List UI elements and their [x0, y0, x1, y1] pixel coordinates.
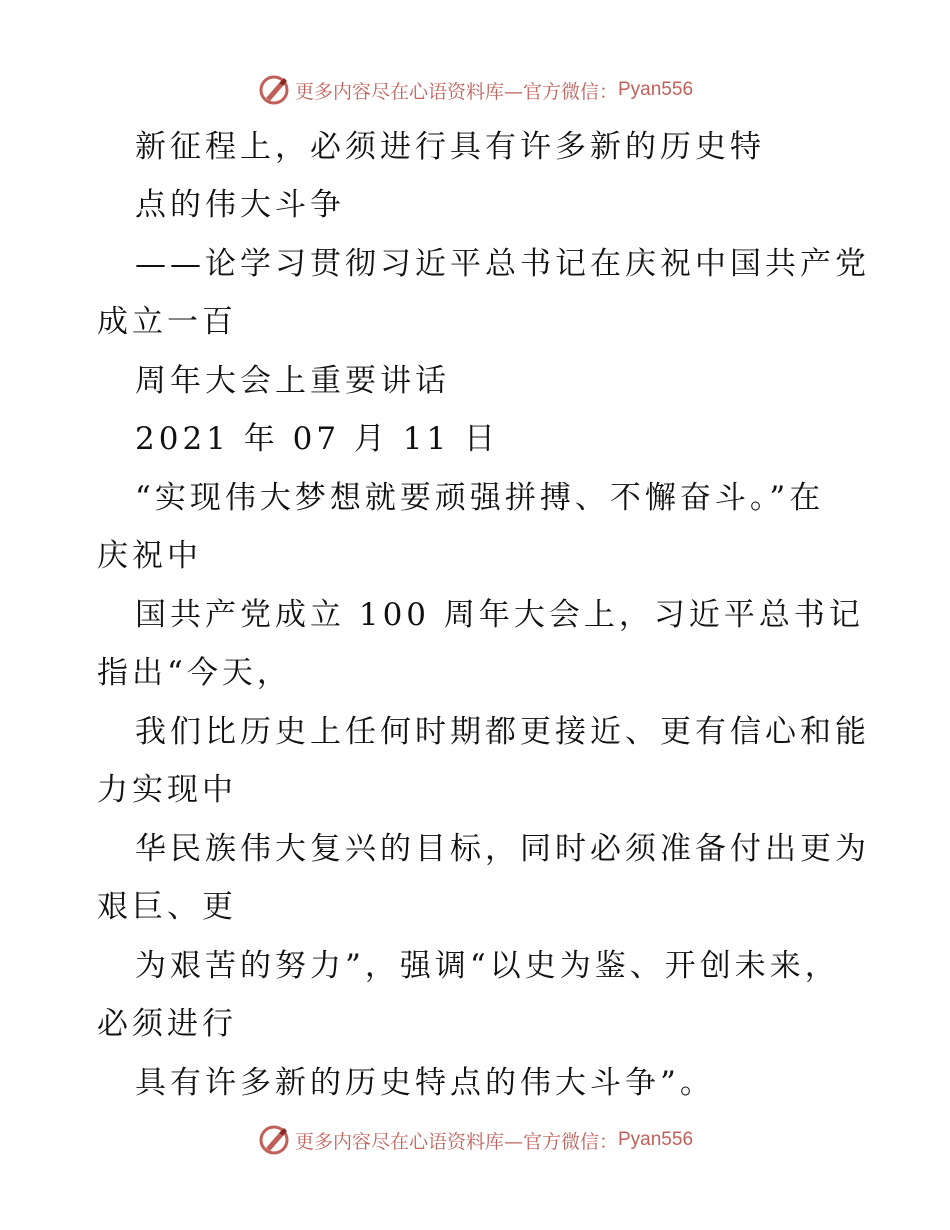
date-line: 2021 年 07 月 11 日 — [135, 421, 500, 457]
subtitle-line-1: ——论学习贯彻习近平总书记在庆祝中国共产党 — [135, 246, 870, 282]
paragraph-line: 艰巨、更 — [97, 889, 237, 925]
header-watermark — [0, 70, 950, 110]
paragraph-line: 指出“今天， — [97, 655, 292, 691]
subtitle-line-3: 周年大会上重要讲话 — [135, 363, 450, 399]
paragraph-line: 国共产党成立 100 周年大会上，习近平总书记 — [135, 597, 864, 633]
footer-watermark — [0, 1120, 950, 1160]
title-line-1: 新征程上，必须进行具有许多新的历史特 — [135, 129, 765, 165]
subtitle-line-2: 成立一百 — [97, 304, 237, 340]
pen-logo-icon — [257, 1123, 291, 1157]
paragraph-line: 具有许多新的历史特点的伟大斗争”。 — [135, 1065, 715, 1101]
pen-logo-icon — [257, 73, 291, 107]
paragraph-line: 必须进行 — [97, 1006, 237, 1042]
paragraph-line: 华民族伟大复兴的目标，同时必须准备付出更为 — [135, 831, 870, 867]
watermark-wechat-id: Pyan556 — [618, 1129, 694, 1150]
paragraph-line: 为艰苦的努力”，强调“以史为鉴、开创未来， — [135, 948, 840, 984]
paragraph-line: 庆祝中 — [97, 538, 202, 574]
watermark-wechat-id: Pyan556 — [618, 79, 694, 100]
paragraph-line: 我们比历史上任何时期都更接近、更有信心和能 — [135, 714, 870, 750]
title-line-2: 点的伟大斗争 — [135, 187, 345, 223]
paragraph-line: “实现伟大梦想就要顽强拼搏、不懈奋斗。”在 — [135, 480, 825, 516]
paragraph-line: 力实现中 — [97, 772, 237, 808]
watermark-text: 更多内容尽在心语资料库—官方微信： — [294, 1130, 618, 1153]
watermark-text: 更多内容尽在心语资料库—官方微信： — [294, 80, 618, 103]
